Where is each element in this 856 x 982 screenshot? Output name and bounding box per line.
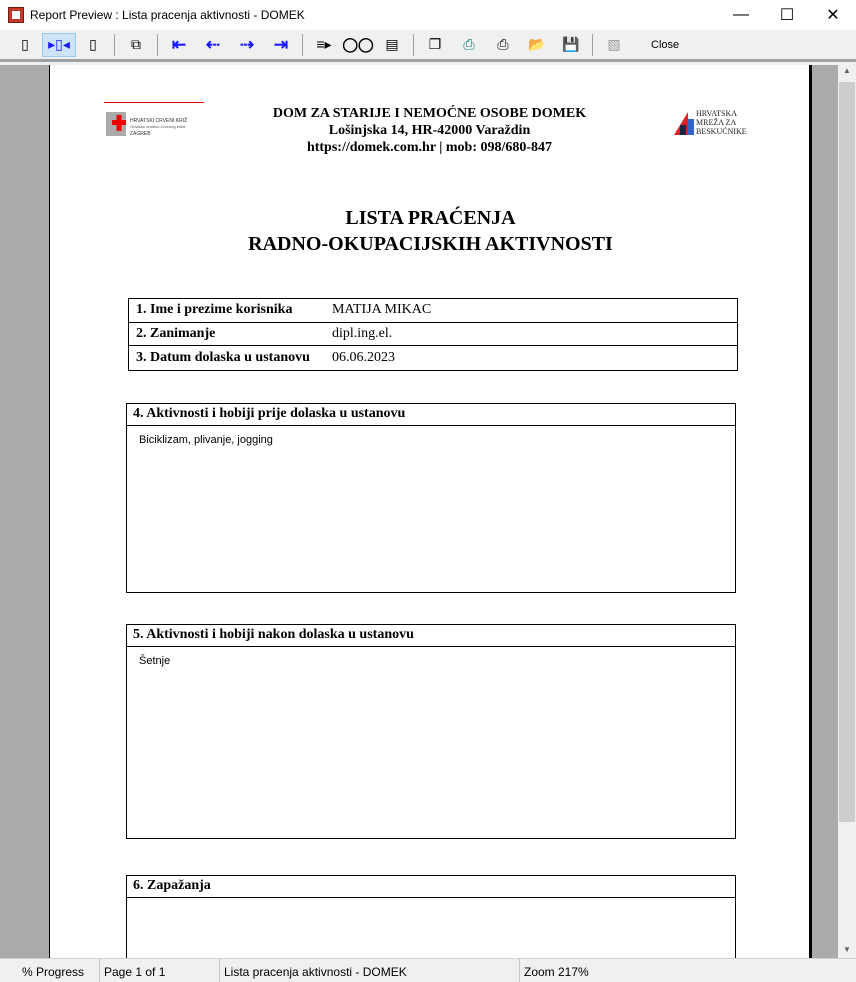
table-row <box>129 299 737 323</box>
print-setup-icon[interactable]: ⎙ <box>463 36 475 52</box>
last-page-icon[interactable]: ⇥ <box>273 34 289 54</box>
section-header: 4. Aktivnosti i hobiji prije dolaska u ustanovu <box>127 404 735 426</box>
page-status: Page 1 of 1 <box>100 959 220 982</box>
section-content: Šetnje <box>139 655 171 667</box>
report-title <box>51 205 810 257</box>
section-before-activities <box>126 403 736 593</box>
scroll-thumb[interactable] <box>839 82 855 822</box>
prev-page-icon[interactable]: ⇠ <box>205 34 221 54</box>
vertical-scrollbar[interactable] <box>838 62 856 958</box>
copy-icon[interactable]: ❐ <box>428 36 442 52</box>
next-page-icon[interactable]: ⇢ <box>239 34 255 54</box>
outline-icon[interactable]: ▤ <box>385 36 399 52</box>
report-name-status: Lista pracenja aktivnosti - DOMEK <box>220 959 520 982</box>
field-label: 1. Ime i prezime korisnika <box>136 302 293 318</box>
whole-page-icon[interactable]: ▯ <box>21 36 29 52</box>
scroll-up-icon[interactable]: ▲ <box>843 66 851 75</box>
section-header: 6. Zapažanja <box>127 876 735 898</box>
svg-text:BESKUĆNIKE: BESKUĆNIKE <box>696 127 747 136</box>
app-icon <box>8 7 24 23</box>
org-name: DOM ZA STARIJE I NEMOĆNE OSOBE DOMEK <box>272 106 587 121</box>
close-window-button[interactable]: ✕ <box>826 7 840 24</box>
multi-page-icon[interactable]: ⧉ <box>131 36 141 52</box>
maximize-button[interactable]: ☐ <box>779 7 795 24</box>
report-page <box>49 65 812 958</box>
find-binoculars-icon[interactable]: ◯◯ <box>342 36 374 52</box>
section-after-activities <box>126 624 736 839</box>
scroll-down-icon[interactable]: ▼ <box>843 945 851 954</box>
table-row <box>129 323 737 347</box>
svg-text:Gradsko društvo Crvenog križa: Gradsko društvo Crvenog križa <box>130 124 186 129</box>
org-address: Lošinjska 14, HR-42000 Varaždin <box>328 123 531 138</box>
svg-text:HRVATSKI CRVENI KRIŽ: HRVATSKI CRVENI KRIŽ <box>130 118 188 124</box>
user-info-table <box>128 298 738 371</box>
status-bar <box>0 958 856 981</box>
goto-page-icon[interactable]: ≡▸ <box>316 36 332 52</box>
window-title: Report Preview : Lista pracenja aktivnosti - DOMEK <box>30 8 305 22</box>
section-content <box>127 898 735 906</box>
export-icon[interactable]: ▧ <box>607 36 621 52</box>
save-icon[interactable]: 💾 <box>562 36 580 52</box>
zoom-status: Zoom 217% <box>524 965 589 979</box>
open-icon[interactable]: 📂 <box>528 36 546 52</box>
progress-status: % Progress <box>0 959 100 982</box>
org-contact: https://domek.com.hr | mob: 098/680-847 <box>306 140 553 155</box>
close-button[interactable]: Close <box>651 38 680 51</box>
svg-text:MREŽA ZA: MREŽA ZA <box>696 118 737 127</box>
section-observations <box>126 875 736 958</box>
page-width-icon[interactable]: ▸▯◂ <box>42 33 76 57</box>
title-line-1: LISTA PRAĆENJA <box>345 207 516 229</box>
field-value: 06.06.2023 <box>332 349 395 365</box>
title-line-2: RADNO-OKUPACIJSKIH AKTIVNOSTI <box>248 233 613 255</box>
toolbar <box>0 30 856 62</box>
section-header: 5. Aktivnosti i hobiji nakon dolaska u ustanovu <box>127 625 735 647</box>
field-label: 3. Datum dolaska u ustanovu <box>136 349 310 365</box>
section-content: Biciklizam, plivanje, jogging <box>139 434 273 446</box>
first-page-icon[interactable]: ⇤ <box>171 34 187 54</box>
svg-text:HRVATSKA: HRVATSKA <box>696 109 737 118</box>
print-icon[interactable]: ⎙ <box>497 36 509 52</box>
title-bar <box>0 0 856 30</box>
field-value: dipl.ing.el. <box>332 325 393 341</box>
svg-text:ZAGREB: ZAGREB <box>130 131 151 137</box>
report-preview-area <box>0 65 838 958</box>
minimize-button[interactable]: — <box>733 6 749 23</box>
table-row <box>129 346 737 370</box>
hundred-percent-icon[interactable]: ▯ <box>89 36 97 52</box>
field-label: 2. Zanimanje <box>136 325 216 341</box>
field-value: MATIJA MIKAC <box>332 302 432 318</box>
